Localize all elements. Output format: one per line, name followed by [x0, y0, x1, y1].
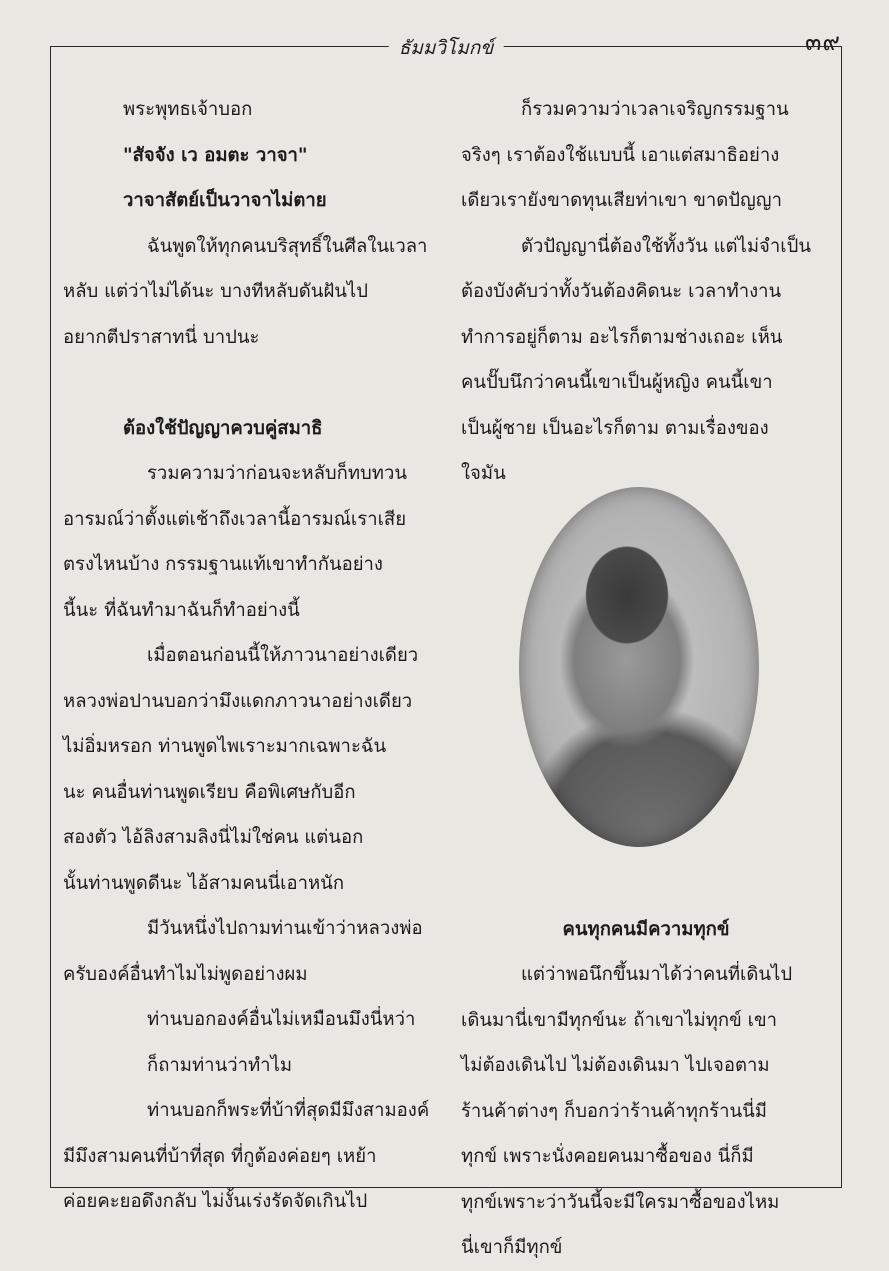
left-column — [63, 87, 443, 1225]
text-line: ค่อยคะยอดึงกลับ ไม่งั้นเร่งรัดจัดเกินไป — [63, 1191, 368, 1212]
text-line: นะ คนอื่นท่านพูดเรียบ คือพิเศษกับอีก — [63, 781, 356, 803]
text-line: มีมึงสามคนที่บ้าที่สุด ที่กูต้องค่อยๆ เหย้า — [63, 1145, 377, 1167]
text-line: "สัจจัง เว อมตะ วาจา" — [123, 144, 308, 166]
text-line: เป็นผู้ชาย เป็นอะไรก็ตาม ตามเรื่องของ — [461, 417, 769, 439]
text-line: ไม่อิ่มหรอก ท่านพูดไพเราะมากเฉพาะฉัน — [63, 736, 387, 757]
text-line: นี้นะ ที่ฉันทำมาฉันก็ทำอย่างนี้ — [63, 599, 300, 621]
section-heading: คนทุกคนมีความทุกข์ — [562, 918, 730, 940]
header-title: ธัมมวิโมกข์ — [389, 33, 504, 63]
text-line: อยากตีปราสาทนี่ บาปนะ — [63, 326, 260, 348]
text-line: ท่านบอกองค์อื่นไม่เหมือนมึงนี่หว่า — [147, 1009, 416, 1030]
text-line: แต่ว่าพอนึกขึ้นมาได้ว่าคนที่เดินไป — [521, 964, 793, 985]
page-number: ๓๙ — [805, 28, 841, 56]
text-line: เมื่อตอนก่อนนี้ให้ภาวนาอย่างเดียว — [147, 645, 419, 666]
text-line: ท่านบอกก็พระที่บ้าที่สุดมีมึงสามองค์ — [147, 1100, 430, 1121]
text-line: ก็ถามท่านว่าทำไม — [147, 1054, 293, 1076]
text-line: ทุกข์เพราะว่าวันนี้จะมีใครมาซื้อของไหม — [461, 1191, 780, 1213]
text-line: นั้นท่านพูดดีนะ ไอ้สามคนนี่เอาหนัก — [63, 872, 345, 894]
text-line: ทุกข์ เพราะนั่งคอยคนมาซื้อของ นี่ก็มี — [461, 1146, 754, 1167]
text-line: มีวันหนึ่งไปถามท่านเข้าว่าหลวงพ่อ — [147, 918, 423, 939]
text-line: ไม่ต้องเดินไป ไม่ต้องเดินมา ไปเจอตาม — [461, 1055, 770, 1076]
text-line: ฉันพูดให้ทุกคนบริสุทธิ์ในศีลในเวลา — [147, 235, 428, 257]
text-line: ต้องใช้ปัญญาควบคู่สมาธิ — [123, 417, 323, 439]
text-line: เดินมานี่เขามีทุกข์นะ ถ้าเขาไม่ทุกข์ เขา — [461, 1009, 777, 1031]
text-line: เดียวเรายังขาดทุนเสียท่าเขา ขาดปัญญา — [461, 190, 782, 211]
right-column-top — [461, 87, 831, 497]
text-line: วาจาสัตย์เป็นวาจาไม่ตาย — [123, 190, 327, 211]
portrait-image — [519, 487, 759, 847]
text-line: ต้องบังคับว่าทั้งวันต้องคิดนะ เวลาทำงาน — [461, 281, 782, 302]
text-line: จริงๆ เราต้องใช้แบบนี้ เอาแต่สมาธิอย่าง — [461, 144, 780, 166]
text-line: ใจมัน — [461, 463, 506, 484]
text-line: หลับ แต่ว่าไม่ได้นะ บางทีหลับดันฝันไป — [63, 281, 368, 302]
text-line — [63, 360, 443, 406]
text-line: นี่เขาก็มีทุกข์ — [461, 1237, 563, 1258]
monk-portrait-photo — [519, 487, 759, 847]
text-line: หลวงพ่อปานบอกว่ามึงแดกภาวนาอย่างเดียว — [63, 690, 413, 712]
text-line: ตัวปัญญานี่ต้องใช้ทั้งวัน แต่ไม่จำเป็น — [521, 235, 811, 257]
text-line: สองตัว ไอ้ลิงสามลิงนี่ไม่ใช่คน แต่นอก — [63, 827, 364, 848]
right-column-bottom — [461, 952, 831, 1271]
text-line: พระพุทธเจ้าบอก — [123, 99, 253, 120]
text-line: รวมความว่าก่อนจะหลับก็ทบทวน — [147, 463, 408, 484]
text-line: ก็รวมความว่าเวลาเจริญกรรมฐาน — [521, 99, 789, 120]
text-line: อารมณ์ว่าตั้งแต่เช้าถึงเวลานี้อารมณ์เราเสีย — [63, 508, 407, 530]
text-line: คนปั๊บนึกว่าคนนี้เขาเป็นผู้หญิง คนนี้เขา — [461, 372, 773, 393]
text-line: ครับองค์อื่นทำไมไม่พูดอย่างผม — [63, 963, 308, 985]
text-line: ตรงไหนบ้าง กรรมฐานแท้เขาทำกันอย่าง — [63, 554, 383, 575]
text-line: ทำการอยู่ก็ตาม อะไรก็ตามช่างเถอะ เห็น — [461, 326, 783, 348]
text-line: ร้านค้าต่างๆ ก็บอกว่าร้านค้าทุกร้านนี่มี — [461, 1100, 767, 1122]
